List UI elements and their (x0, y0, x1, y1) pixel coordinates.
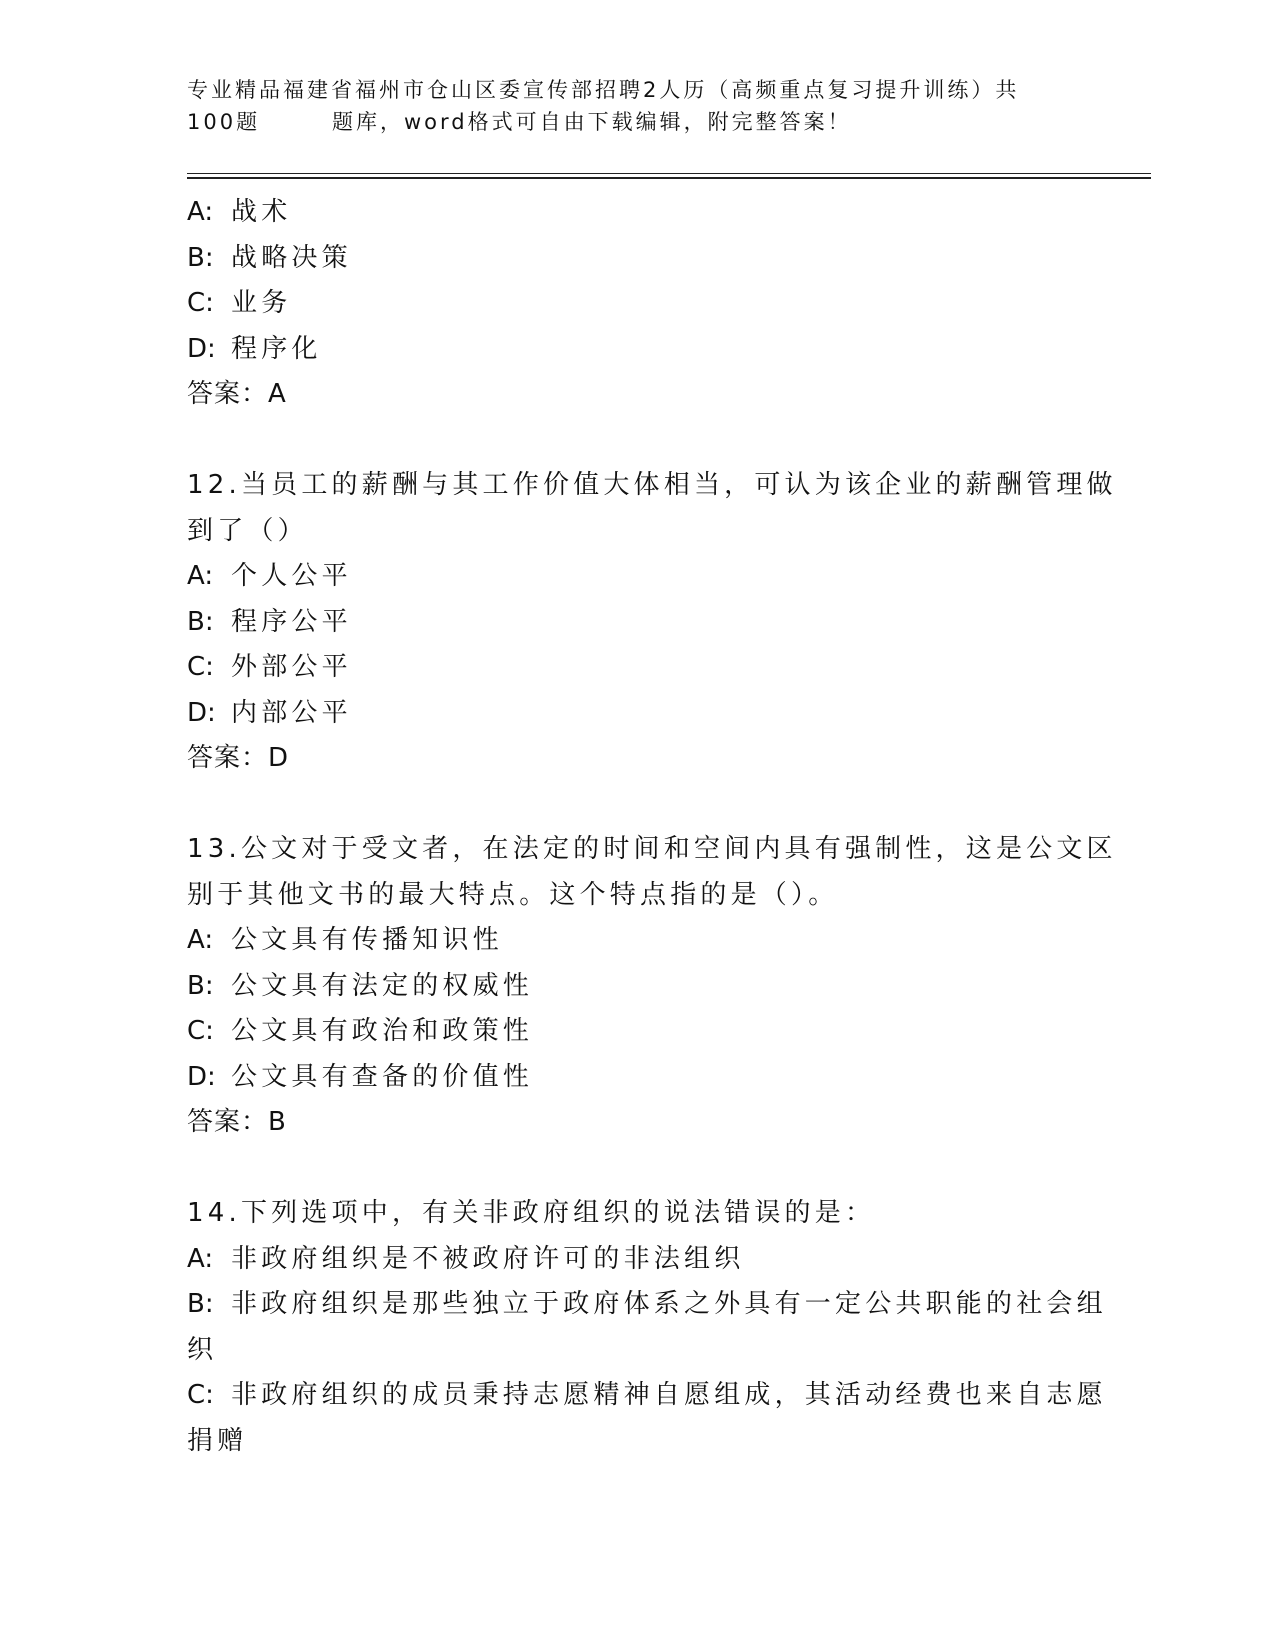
option-a (187, 554, 1087, 600)
header-line-2 (187, 106, 1067, 138)
option-key: C: (187, 652, 214, 682)
option-text: 业务 (231, 288, 292, 318)
option-a (187, 1237, 1087, 1283)
answer-line: 答案：D (187, 743, 290, 773)
option-key: C: (187, 1380, 214, 1410)
option-text: 战略决策 (231, 242, 352, 273)
option-key: A: (187, 1243, 214, 1274)
option-b (187, 964, 1087, 1010)
option-text: 程序公平 (231, 606, 352, 637)
answer-line: 答案：A (187, 379, 287, 409)
option-c (187, 1009, 1087, 1055)
option-key: C: (187, 288, 214, 318)
spacer (187, 1146, 1087, 1192)
question-14 (187, 1191, 1107, 1464)
answer-line: 答案：B (187, 1107, 287, 1137)
option-key: B: (187, 242, 214, 273)
question-stem: 12.当员工的薪酬与其工作价值大体相当，可认为该企业的薪酬管理做 (187, 470, 1117, 500)
document-header (187, 74, 1067, 138)
option-text: 非政府组织的成员秉持志愿精神自愿组成，其活动经费也来自志愿 (231, 1380, 1107, 1410)
prev-question-block (187, 190, 1087, 418)
question-stem-cont: 到了（） (187, 515, 308, 546)
option-c (187, 645, 1087, 691)
header-divider-thick (187, 177, 1151, 179)
option-text: 程序化 (231, 333, 322, 364)
option-text: 非政府组织是那些独立于政府体系之外具有一定公共职能的社会组 (231, 1289, 1107, 1319)
spacer (187, 782, 1087, 828)
option-text: 公文具有政治和政策性 (231, 1016, 534, 1046)
option-a (187, 190, 1087, 236)
option-key: D: (187, 697, 216, 728)
option-text: 公文具有查备的价值性 (231, 1061, 534, 1092)
option-b-cont: 织 (187, 1334, 218, 1365)
spacer (187, 418, 1087, 464)
option-b (187, 1282, 1107, 1328)
option-key: D: (187, 333, 216, 364)
option-text: 内部公平 (231, 697, 352, 728)
header-line-2-rest: 题库，word格式可自由下载编辑，附完整答案！ (332, 110, 852, 134)
option-text: 非政府组织是不被政府许可的非法组织 (231, 1243, 745, 1274)
option-b (187, 236, 1087, 282)
question-stem-cont: 别于其他文书的最大特点。这个特点指的是（）。 (187, 879, 839, 910)
option-key: A: (187, 925, 214, 955)
question-12 (187, 463, 1117, 782)
question-stem: 14.下列选项中，有关非政府组织的说法错误的是： (187, 1198, 876, 1228)
option-c-cont: 捐赠 (187, 1425, 248, 1456)
option-key: B: (187, 1289, 214, 1319)
option-text: 外部公平 (231, 652, 352, 682)
option-text: 公文具有传播知识性 (231, 925, 503, 955)
option-text: 公文具有法定的权威性 (231, 970, 534, 1001)
document-body (187, 190, 1117, 1464)
header-question-count: 100题 (187, 110, 261, 134)
option-key: A: (187, 197, 214, 227)
option-c (187, 1373, 1107, 1419)
header-line-1: 专业精品福建省福州市仓山区委宣传部招聘2人历（高频重点复习提升训练）共 (187, 78, 1020, 102)
option-d (187, 691, 1087, 737)
option-c (187, 281, 1087, 327)
option-key: D: (187, 1061, 216, 1092)
option-key: B: (187, 970, 214, 1001)
header-divider-thin (187, 173, 1151, 174)
option-text: 个人公平 (231, 561, 352, 591)
option-key: A: (187, 561, 214, 591)
option-key: B: (187, 606, 214, 637)
option-key: C: (187, 1016, 214, 1046)
option-d (187, 327, 1087, 373)
question-13 (187, 827, 1117, 1146)
question-stem: 13.公文对于受文者，在法定的时间和空间内具有强制性，这是公文区 (187, 834, 1117, 864)
option-d (187, 1055, 1087, 1101)
option-a (187, 918, 1087, 964)
option-text: 战术 (231, 197, 292, 227)
option-b (187, 600, 1087, 646)
